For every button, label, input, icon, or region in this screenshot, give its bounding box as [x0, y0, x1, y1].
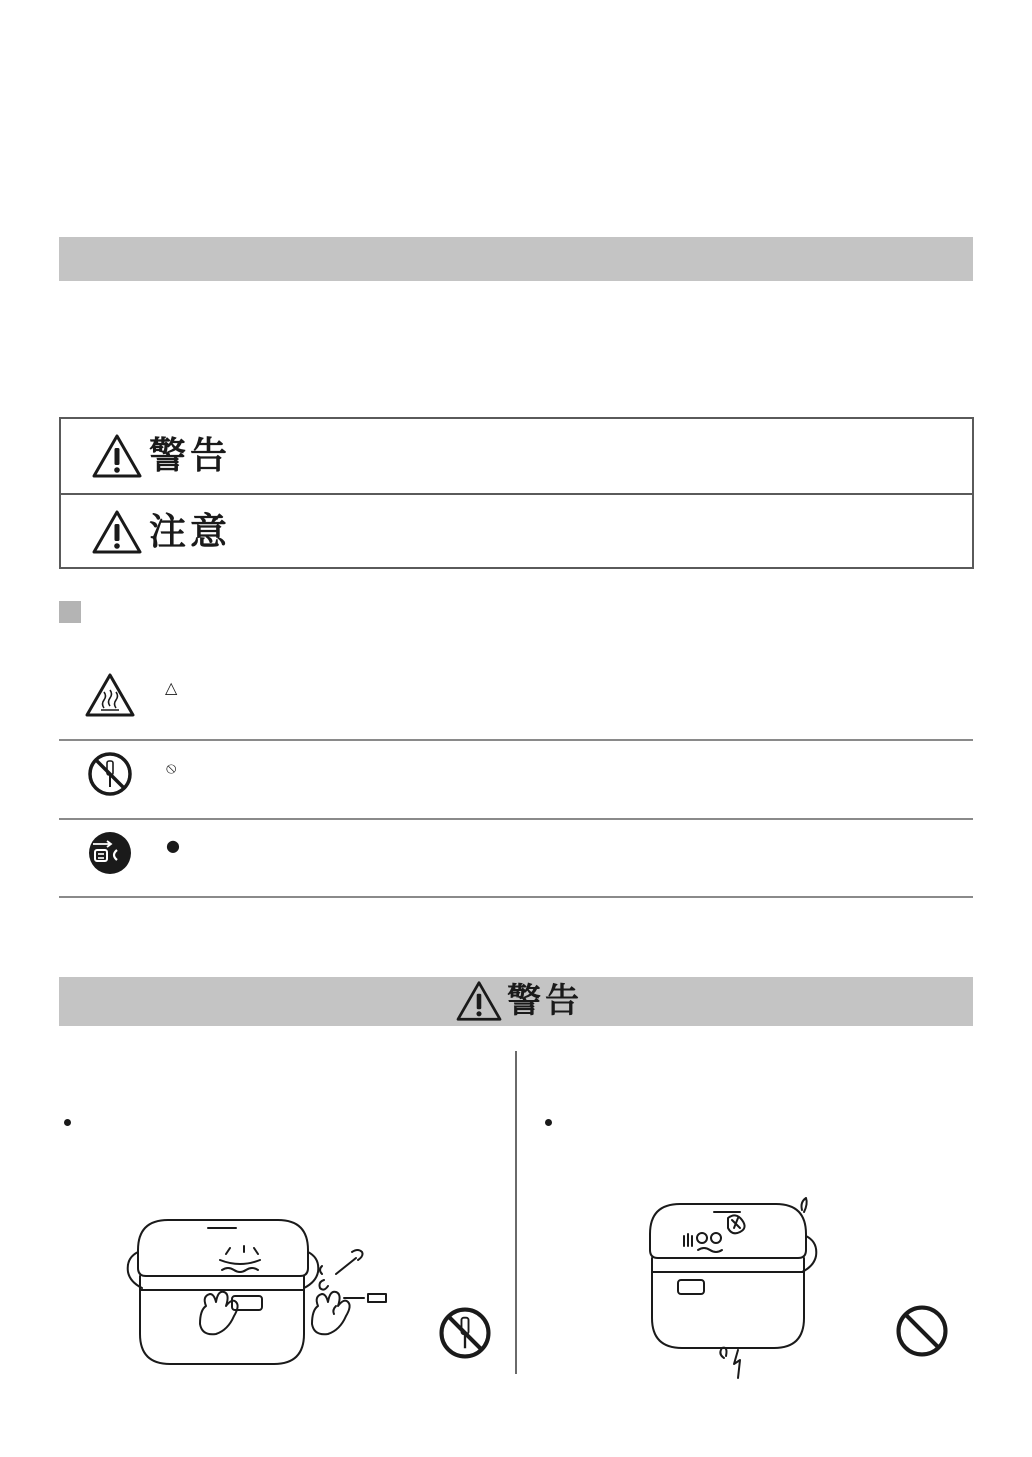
warning-section-header	[59, 977, 973, 1026]
caution-level-label: 注意	[149, 510, 231, 553]
caution-level-row	[61, 495, 972, 569]
rice-cooker-wet-icon	[628, 1190, 828, 1390]
prohibited-icon	[895, 1304, 949, 1358]
column-divider	[515, 1051, 517, 1374]
warning-level-row	[61, 419, 972, 493]
warning-triangle-icon	[91, 509, 143, 555]
warning-levels-box	[59, 417, 974, 569]
unplug-glyph: ●	[166, 836, 180, 855]
hot-surface-glyph: △	[165, 678, 178, 697]
warning-triangle-icon	[455, 980, 503, 1022]
symbol-divider	[59, 739, 973, 741]
no-disassembly-icon	[438, 1306, 492, 1360]
unplug-icon	[87, 830, 133, 876]
right-bullet	[545, 1119, 552, 1126]
warning-level-label: 警告	[149, 434, 231, 477]
no-disassembly-icon	[87, 751, 133, 797]
rice-cooker-disassembly-icon	[122, 1210, 402, 1370]
section-header-band	[59, 237, 973, 281]
symbol-divider	[59, 818, 973, 820]
no-disassembly-glyph: ⦸	[166, 758, 177, 777]
hot-surface-icon	[84, 672, 136, 718]
left-bullet	[64, 1119, 71, 1126]
subsection-marker	[59, 601, 81, 623]
warning-triangle-icon	[91, 433, 143, 479]
symbol-divider	[59, 896, 973, 898]
warning-section-title: 警告	[507, 981, 583, 1021]
